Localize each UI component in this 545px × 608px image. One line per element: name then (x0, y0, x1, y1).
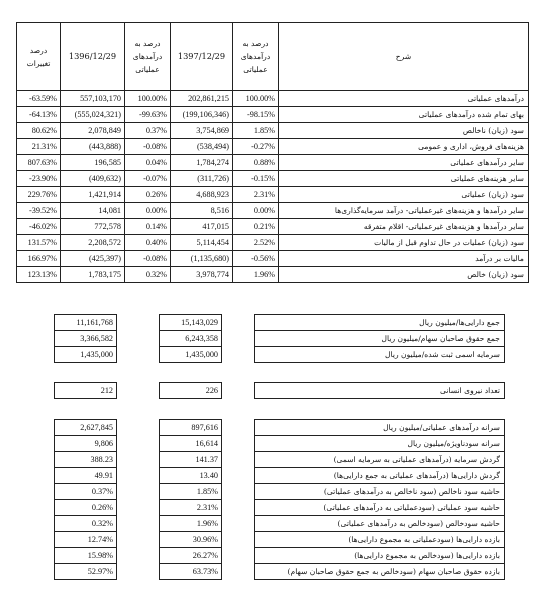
spacer (117, 468, 160, 484)
table-row (55, 452, 505, 468)
pct-1397-cell: -0.15% (233, 171, 279, 187)
pct-1397-cell: 2.31% (233, 187, 279, 203)
change-cell: 80.62% (17, 123, 61, 139)
table-row (55, 331, 505, 347)
spacer (222, 484, 255, 500)
value-1397-cell: 417,015 (171, 219, 233, 235)
value-1396-cell: 49.91 (55, 468, 117, 484)
header-description: شرح (279, 23, 529, 91)
spacer (222, 331, 255, 347)
value-1396-cell: 0.37% (55, 484, 117, 500)
value-1396-cell: 12.74% (55, 532, 117, 548)
value-1397-cell: 141.37 (160, 452, 222, 468)
pct-1397-cell: -98.15% (233, 107, 279, 123)
table-header (17, 23, 529, 91)
value-1396-cell: 52.97% (55, 564, 117, 580)
value-1397-cell: 1,784,274 (171, 155, 233, 171)
description-cell: حاشیه سودخالص (سودخالص به درآمدهای عملیاتی) (255, 516, 505, 532)
description-cell: بازده دارایی‌ها (سودعملیاتی به مجموع دارایی‌ها) (255, 532, 505, 548)
value-1397-cell: 63.73% (160, 564, 222, 580)
value-1396-cell: 557,103,170 (61, 91, 125, 107)
pct-1396-cell: 0.37% (125, 123, 171, 139)
header-pct-1396: درصد به درآمدهای عملیاتی (125, 23, 171, 91)
value-1396-cell: 9,806 (55, 436, 117, 452)
pct-1397-cell: -0.27% (233, 139, 279, 155)
spacer (117, 532, 160, 548)
table-body (17, 91, 529, 283)
value-1397-cell: 15,143,029 (160, 315, 222, 331)
spacer (222, 347, 255, 363)
value-1396-cell: 1,783,175 (61, 267, 125, 283)
pct-1397-cell: 1.85% (233, 123, 279, 139)
spacer (117, 484, 160, 500)
change-cell: 807.63% (17, 155, 61, 171)
description-cell: گردش سرمایه (درآمدهای عملیاتی به سرمایه اسمی) (255, 452, 505, 468)
change-cell: -23.90% (17, 171, 61, 187)
spacer (222, 436, 255, 452)
pct-1397-cell: 0.88% (233, 155, 279, 171)
table-row (17, 219, 529, 235)
value-1396-cell: 388.23 (55, 452, 117, 468)
value-1397-cell: 1,435,000 (160, 347, 222, 363)
spacer (222, 564, 255, 580)
description-cell: سرانه درآمدهای عملیاتی/میلیون ریال (255, 420, 505, 436)
value-1396-cell: 2,078,849 (61, 123, 125, 139)
value-1397-cell: 1.85% (160, 484, 222, 500)
value-1397-cell: 16,614 (160, 436, 222, 452)
value-1396-cell: 196,585 (61, 155, 125, 171)
header-pct-1397: درصد به درآمدهای عملیاتی (233, 23, 279, 91)
value-1396-cell: 772,578 (61, 219, 125, 235)
description-cell: سود (زیان) ناخالص (279, 123, 529, 139)
value-1396-cell: (425,397) (61, 251, 125, 267)
table-row (17, 203, 529, 219)
description-cell: سایر درآمدها و هزینه‌های غیرعملیاتی- اقلام متفرقه (279, 219, 529, 235)
value-1397-cell: 8,516 (171, 203, 233, 219)
spacer (117, 436, 160, 452)
table-row (55, 564, 505, 580)
value-1397-cell: 226 (160, 383, 222, 399)
description-cell: بازده حقوق صاحبان سهام (سودخالص به جمع حقوق صاحبان سهام) (255, 564, 505, 580)
spacer (222, 516, 255, 532)
value-1397-cell: (1,135,680) (171, 251, 233, 267)
spacer (222, 468, 255, 484)
assets-table (54, 314, 505, 363)
spacer (117, 347, 160, 363)
pct-1396-cell: 0.14% (125, 219, 171, 235)
value-1397-cell: 13.40 (160, 468, 222, 484)
value-1396-cell: 0.32% (55, 516, 117, 532)
header-date-1396: 1396/12/29 (61, 23, 125, 91)
pct-1397-cell: 100.00% (233, 91, 279, 107)
description-cell: جمع دارایی‌ها/میلیون ریال (255, 315, 505, 331)
value-1397-cell: (311,726) (171, 171, 233, 187)
table-row (17, 187, 529, 203)
value-1396-cell: 212 (55, 383, 117, 399)
table-row (17, 171, 529, 187)
table-row (17, 251, 529, 267)
staff-table (54, 382, 505, 399)
change-cell: -63.59% (17, 91, 61, 107)
value-1397-cell: (199,106,346) (171, 107, 233, 123)
value-1397-cell: 5,114,454 (171, 235, 233, 251)
pct-1396-cell: 0.32% (125, 267, 171, 283)
change-cell: 131.57% (17, 235, 61, 251)
change-cell: 166.97% (17, 251, 61, 267)
spacer (117, 331, 160, 347)
description-cell: حاشیه سود عملیاتی (سودعملیاتی به درآمدهای عملیاتی) (255, 500, 505, 516)
description-cell: سایر درآمدهای عملیاتی (279, 155, 529, 171)
value-1397-cell: (538,494) (171, 139, 233, 155)
pct-1397-cell: -0.56% (233, 251, 279, 267)
table-row (17, 235, 529, 251)
description-cell: سایر هزینه‌های عملیاتی (279, 171, 529, 187)
table-row (55, 420, 505, 436)
change-cell: -64.13% (17, 107, 61, 123)
table-row (55, 532, 505, 548)
description-cell: مالیات بر درآمد (279, 251, 529, 267)
value-1396-cell: 1,421,914 (61, 187, 125, 203)
pct-1396-cell: -0.08% (125, 139, 171, 155)
value-1396-cell: (443,888) (61, 139, 125, 155)
spacer (222, 420, 255, 436)
pct-1396-cell: 0.00% (125, 203, 171, 219)
table-row (55, 347, 505, 363)
spacer (117, 516, 160, 532)
header-date-1397: 1397/12/29 (171, 23, 233, 91)
value-1397-cell: 6,243,358 (160, 331, 222, 347)
description-cell: تعداد نیروی انسانی (255, 383, 505, 399)
pct-1396-cell: -0.08% (125, 251, 171, 267)
value-1396-cell: 2,208,572 (61, 235, 125, 251)
spacer (222, 383, 255, 399)
description-cell: سود (زیان) خالص (279, 267, 529, 283)
pct-1396-cell: 100.00% (125, 91, 171, 107)
pct-1396-cell: 0.26% (125, 187, 171, 203)
description-cell: گردش دارایی‌ها (درآمدهای عملیاتی به جمع دارایی‌ها) (255, 468, 505, 484)
value-1397-cell: 4,688,923 (171, 187, 233, 203)
value-1396-cell: 14,081 (61, 203, 125, 219)
table-row (55, 436, 505, 452)
table-row (17, 107, 529, 123)
income-statement-table (16, 22, 529, 283)
table-row (17, 123, 529, 139)
value-1397-cell: 26.27% (160, 548, 222, 564)
spacer (117, 452, 160, 468)
pct-1396-cell: 0.04% (125, 155, 171, 171)
value-1396-cell: 2,627,845 (55, 420, 117, 436)
header-change: درصد تغییرات (17, 23, 61, 91)
description-cell: هزینه‌های فروش، اداری و عمومی (279, 139, 529, 155)
value-1397-cell: 1.96% (160, 516, 222, 532)
description-cell: سود (زیان) عملیاتی (279, 187, 529, 203)
value-1397-cell: 3,754,869 (171, 123, 233, 139)
pct-1397-cell: 2.52% (233, 235, 279, 251)
value-1396-cell: 1,435,000 (55, 347, 117, 363)
table-row (55, 468, 505, 484)
pct-1397-cell: 1.96% (233, 267, 279, 283)
change-cell: 123.13% (17, 267, 61, 283)
description-cell: سرمایه اسمی ثبت شده/میلیون ریال (255, 347, 505, 363)
spacer (117, 500, 160, 516)
value-1396-cell: 11,161,768 (55, 315, 117, 331)
description-cell: بازده دارایی‌ها (سودخالص به مجموع دارایی‌ها) (255, 548, 505, 564)
ratios-table (54, 419, 505, 580)
spacer (222, 532, 255, 548)
value-1397-cell: 3,978,774 (171, 267, 233, 283)
spacer (117, 564, 160, 580)
description-cell: سایر درآمدها و هزینه‌های غیرعملیاتی- درآمد سرمایه‌گذاری‌ها (279, 203, 529, 219)
change-cell: -39.52% (17, 203, 61, 219)
table-row (55, 383, 505, 399)
description-cell: سود (زیان) عملیات در حال تداوم قبل از مالیات (279, 235, 529, 251)
value-1396-cell: 15.98% (55, 548, 117, 564)
description-cell: درآمدهای عملیاتی (279, 91, 529, 107)
spacer (222, 500, 255, 516)
change-cell: 21.31% (17, 139, 61, 155)
table-row (55, 315, 505, 331)
change-cell: 229.76% (17, 187, 61, 203)
spacer (117, 315, 160, 331)
spacer (117, 383, 160, 399)
pct-1396-cell: -0.07% (125, 171, 171, 187)
spacer (117, 420, 160, 436)
spacer (117, 548, 160, 564)
pct-1397-cell: 0.21% (233, 219, 279, 235)
spacer (222, 452, 255, 468)
description-cell: جمع حقوق صاحبان سهام/میلیون ریال (255, 331, 505, 347)
value-1396-cell: (555,024,321) (61, 107, 125, 123)
spacer (222, 315, 255, 331)
table-row (17, 139, 529, 155)
description-cell: بهای تمام شده درآمدهای عملیاتی (279, 107, 529, 123)
spacer (222, 548, 255, 564)
value-1397-cell: 202,861,215 (171, 91, 233, 107)
pct-1396-cell: -99.63% (125, 107, 171, 123)
table-row (55, 484, 505, 500)
pct-1396-cell: 0.40% (125, 235, 171, 251)
table-row (55, 548, 505, 564)
description-cell: سرانه سودناویژه/میلیون ریال (255, 436, 505, 452)
description-cell: حاشیه سود ناخالص (سود ناخالص به درآمدهای عملیاتی) (255, 484, 505, 500)
value-1397-cell: 30.96% (160, 532, 222, 548)
value-1396-cell: (409,632) (61, 171, 125, 187)
table-row (17, 267, 529, 283)
change-cell: -46.02% (17, 219, 61, 235)
table-row (55, 500, 505, 516)
pct-1397-cell: 0.00% (233, 203, 279, 219)
value-1396-cell: 0.26% (55, 500, 117, 516)
table-row (55, 516, 505, 532)
value-1397-cell: 897,616 (160, 420, 222, 436)
value-1397-cell: 2.31% (160, 500, 222, 516)
table-row (17, 155, 529, 171)
table-row (17, 91, 529, 107)
value-1396-cell: 3,366,582 (55, 331, 117, 347)
